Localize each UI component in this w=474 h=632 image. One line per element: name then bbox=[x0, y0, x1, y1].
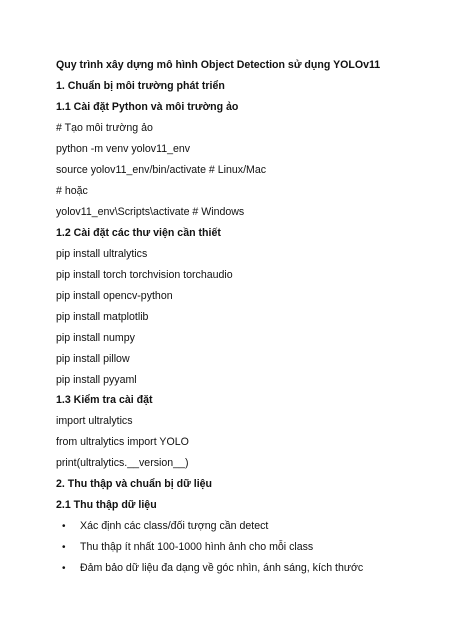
bullet-item bbox=[62, 540, 313, 555]
code-line: from ultralytics import YOLO bbox=[56, 436, 189, 448]
section-heading: 2. Thu thập và chuẩn bị dữ liệu bbox=[56, 478, 212, 490]
code-line: pip install matplotlib bbox=[56, 311, 149, 323]
bullet-item bbox=[62, 561, 363, 576]
code-line: print(ultralytics.__version__) bbox=[56, 457, 189, 469]
bullet-icon: • bbox=[62, 542, 66, 553]
subsection-heading: 1.3 Kiểm tra cài đặt bbox=[56, 394, 153, 406]
code-line: pip install pyyaml bbox=[56, 374, 137, 386]
code-comment-line: # Tạo môi trường ảo bbox=[56, 122, 153, 134]
code-line: import ultralytics bbox=[56, 415, 133, 427]
code-line: python -m venv yolov11_env bbox=[56, 143, 191, 155]
section-heading: 1. Chuẩn bị môi trường phát triển bbox=[56, 80, 225, 92]
code-line: pip install ultralytics bbox=[56, 248, 148, 260]
code-line: source yolov11_env/bin/activate # Linux/Mac bbox=[56, 164, 267, 176]
code-line: pip install pillow bbox=[56, 353, 130, 365]
document-title: Quy trình xây dựng mô hình Object Detection sử dụng YOLOv11 bbox=[56, 59, 381, 71]
code-line: pip install torch torchvision torchaudio bbox=[56, 269, 233, 281]
bullet-text: Đảm bảo dữ liệu đa dạng về góc nhìn, ánh sáng, kích thước bbox=[80, 562, 364, 574]
subsection-heading: 1.2 Cài đặt các thư viện cần thiết bbox=[56, 227, 221, 239]
bullet-text: Thu thập ít nhất 100-1000 hình ảnh cho mỗi class bbox=[80, 541, 314, 553]
subsection-heading: 2.1 Thu thập dữ liệu bbox=[56, 499, 157, 511]
code-comment-line: # hoặc bbox=[56, 185, 88, 197]
bullet-text: Xác định các class/đối tượng cần detect bbox=[80, 520, 269, 532]
code-line: pip install numpy bbox=[56, 332, 135, 344]
code-line: yolov11_env\Scripts\activate # Windows bbox=[56, 206, 245, 218]
bullet-icon: • bbox=[62, 563, 66, 574]
code-line: pip install opencv-python bbox=[56, 290, 173, 302]
bullet-item bbox=[62, 519, 268, 534]
subsection-heading: 1.1 Cài đặt Python và môi trường ảo bbox=[56, 101, 239, 113]
bullet-icon: • bbox=[62, 521, 66, 532]
